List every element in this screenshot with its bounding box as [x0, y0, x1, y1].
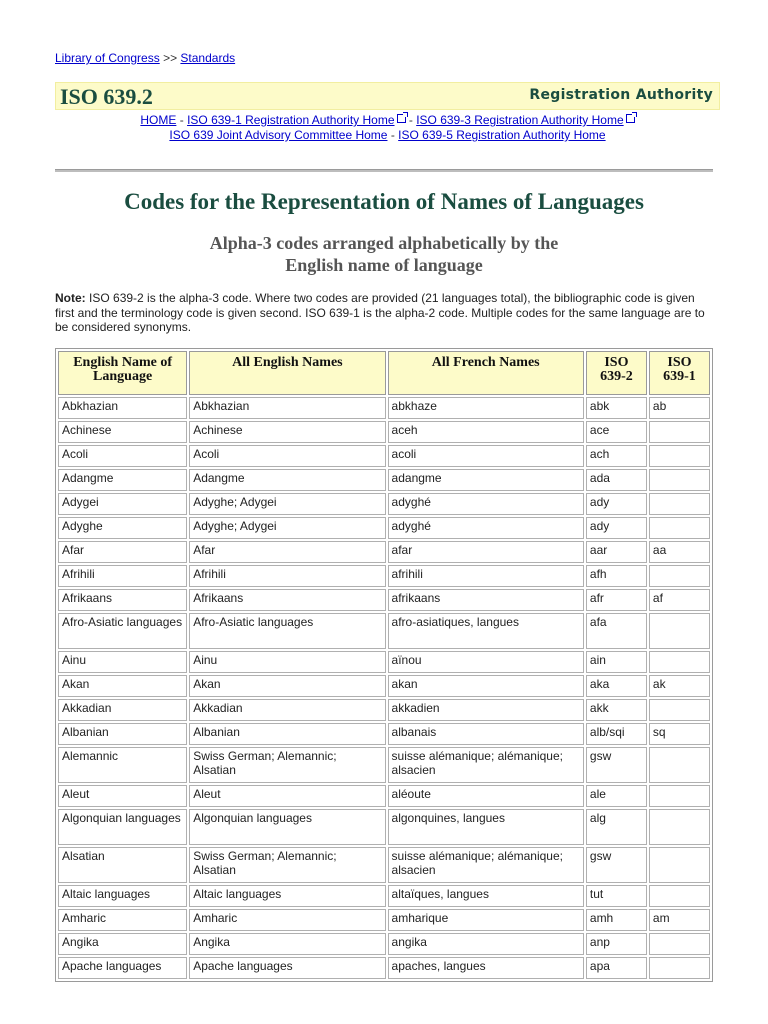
all-english-names-cell: Albanian [189, 723, 385, 745]
nav-links [55, 113, 720, 143]
page-subtitle [120, 232, 648, 276]
iso-639-1-cell [649, 651, 710, 673]
standards-link[interactable]: Standards [180, 51, 236, 65]
all-english-names-cell: Acoli [189, 445, 385, 467]
iso-639-1-cell [649, 957, 710, 979]
all-english-names-cell: Afrihili [189, 565, 385, 587]
iso-639-2-cell: ach [586, 445, 647, 467]
iso-title: ISO 639.2 [60, 84, 153, 109]
iso-639-2-cell: gsw [586, 847, 647, 883]
header-all-english-names: All English Names [189, 351, 385, 395]
all-english-names-cell: Angika [189, 933, 385, 955]
all-french-names-cell: aléoute [388, 785, 584, 807]
all-french-names-cell: acoli [388, 445, 584, 467]
iso-639-2-cell: ada [586, 469, 647, 491]
iso-639-2-cell: ady [586, 493, 647, 515]
iso-639-1-cell [649, 933, 710, 955]
english-name-cell: Afar [58, 541, 187, 563]
iso-639-1-cell [649, 785, 710, 807]
all-french-names-cell: aceh [388, 421, 584, 443]
nav-separator: - [390, 128, 395, 142]
iso-639-5-link[interactable]: ISO 639-5 Registration Authority Home [398, 128, 606, 142]
external-link-icon [626, 114, 635, 123]
table-row [58, 785, 710, 807]
table-row [58, 847, 710, 883]
iso-639-1-cell [649, 421, 710, 443]
all-english-names-cell: Algonquian languages [189, 809, 385, 845]
header-iso-639-2: ISO 639-2 [586, 351, 647, 395]
table-row [58, 699, 710, 721]
registration-authority-label: Registration Authority [529, 87, 713, 103]
iso-639-1-cell [649, 885, 710, 907]
english-name-cell: Adyghe [58, 517, 187, 539]
iso-639-1-cell [649, 747, 710, 783]
all-french-names-cell: afro-asiatiques, langues [388, 613, 584, 649]
all-english-names-cell: Afrikaans [189, 589, 385, 611]
table-row [58, 421, 710, 443]
subtitle-line-1: Alpha-3 codes arranged alphabetically by the [209, 233, 559, 253]
all-french-names-cell: afrikaans [388, 589, 584, 611]
iso-639-2-cell: amh [586, 909, 647, 931]
iso-639-1-cell: ak [649, 675, 710, 697]
nav-separator: - [179, 113, 184, 127]
header-banner [55, 82, 720, 110]
iso-639-joint-committee-link[interactable]: ISO 639 Joint Advisory Committee Home [169, 128, 388, 142]
all-french-names-cell: amharique [388, 909, 584, 931]
iso-639-2-cell: anp [586, 933, 647, 955]
table-row [58, 747, 710, 783]
iso-639-2-cell: tut [586, 885, 647, 907]
table-row [58, 675, 710, 697]
all-french-names-cell: altaïques, langues [388, 885, 584, 907]
external-link-icon [397, 114, 406, 123]
all-english-names-cell: Afro-Asiatic languages [189, 613, 385, 649]
english-name-cell: Ainu [58, 651, 187, 673]
all-english-names-cell: Apache languages [189, 957, 385, 979]
english-name-cell: Albanian [58, 723, 187, 745]
all-french-names-cell: apaches, langues [388, 957, 584, 979]
iso-639-1-cell [649, 699, 710, 721]
iso-639-2-cell: alb/sqi [586, 723, 647, 745]
table-row [58, 909, 710, 931]
all-french-names-cell: adyghé [388, 517, 584, 539]
iso-639-2-cell: ace [586, 421, 647, 443]
iso-639-2-cell: ain [586, 651, 647, 673]
all-english-names-cell: Aleut [189, 785, 385, 807]
english-name-cell: Altaic languages [58, 885, 187, 907]
iso-639-2-cell: ale [586, 785, 647, 807]
all-french-names-cell: adyghé [388, 493, 584, 515]
all-english-names-cell: Afar [189, 541, 385, 563]
nav-separator: - [408, 113, 413, 127]
english-name-cell: Afro-Asiatic languages [58, 613, 187, 649]
all-english-names-cell: Swiss German; Alemannic; Alsatian [189, 747, 385, 783]
english-name-cell: Amharic [58, 909, 187, 931]
all-french-names-cell: aïnou [388, 651, 584, 673]
iso-639-3-link[interactable]: ISO 639-3 Registration Authority Home [416, 113, 624, 127]
iso-639-1-cell: aa [649, 541, 710, 563]
table-row [58, 809, 710, 845]
table-row [58, 613, 710, 649]
table-row [58, 723, 710, 745]
all-english-names-cell: Swiss German; Alemannic; Alsatian [189, 847, 385, 883]
english-name-cell: Angika [58, 933, 187, 955]
table-row [58, 957, 710, 979]
english-name-cell: Aleut [58, 785, 187, 807]
table-row [58, 589, 710, 611]
note-paragraph [55, 291, 715, 335]
iso-639-1-cell [649, 517, 710, 539]
english-name-cell: Apache languages [58, 957, 187, 979]
table-row [58, 469, 710, 491]
all-french-names-cell: suisse alémanique; alémanique; alsacien [388, 847, 584, 883]
english-name-cell: Acoli [58, 445, 187, 467]
table-row [58, 517, 710, 539]
table-row [58, 885, 710, 907]
table-row [58, 445, 710, 467]
iso-639-1-cell [649, 847, 710, 883]
table-header-row [58, 351, 710, 395]
all-french-names-cell: adangme [388, 469, 584, 491]
language-codes-table [55, 348, 713, 982]
iso-639-1-cell [649, 469, 710, 491]
iso-639-1-cell [649, 565, 710, 587]
note-text: ISO 639-2 is the alpha-3 code. Where two codes are provided (21 languages total), the bibliographic code is given first and the terminology code is given second. ISO 639-1 is the alpha-2 code. Multiple codes for the same language are to be considered synonyms. [55, 291, 705, 334]
english-name-cell: Abkhazian [58, 397, 187, 419]
all-french-names-cell: abkhaze [388, 397, 584, 419]
all-french-names-cell: suisse alémanique; alémanique; alsacien [388, 747, 584, 783]
iso-639-2-cell: alg [586, 809, 647, 845]
all-english-names-cell: Amharic [189, 909, 385, 931]
iso-639-2-cell: afr [586, 589, 647, 611]
all-french-names-cell: akan [388, 675, 584, 697]
table-row [58, 933, 710, 955]
all-english-names-cell: Adangme [189, 469, 385, 491]
iso-639-1-cell [649, 809, 710, 845]
library-of-congress-link[interactable]: Library of Congress [55, 51, 160, 65]
iso-639-2-cell: apa [586, 957, 647, 979]
iso-639-2-cell: afa [586, 613, 647, 649]
all-french-names-cell: angika [388, 933, 584, 955]
breadcrumb [55, 51, 235, 65]
horizontal-divider [55, 169, 713, 172]
iso-639-1-cell: sq [649, 723, 710, 745]
all-french-names-cell: albanais [388, 723, 584, 745]
all-french-names-cell: akkadien [388, 699, 584, 721]
breadcrumb-separator: >> [163, 51, 178, 65]
english-name-cell: Achinese [58, 421, 187, 443]
all-english-names-cell: Ainu [189, 651, 385, 673]
english-name-cell: Afrihili [58, 565, 187, 587]
iso-639-2-cell: gsw [586, 747, 647, 783]
english-name-cell: Adangme [58, 469, 187, 491]
english-name-cell: Akkadian [58, 699, 187, 721]
iso-639-1-cell: am [649, 909, 710, 931]
all-english-names-cell: Abkhazian [189, 397, 385, 419]
all-french-names-cell: algonquines, langues [388, 809, 584, 845]
table-row [58, 651, 710, 673]
header-english-name: English Name of Language [58, 351, 187, 395]
iso-639-2-cell: ady [586, 517, 647, 539]
home-link[interactable]: HOME [140, 113, 177, 127]
english-name-cell: Adygei [58, 493, 187, 515]
iso-639-2-cell: aar [586, 541, 647, 563]
iso-639-1-cell [649, 613, 710, 649]
table-row [58, 493, 710, 515]
all-english-names-cell: Akkadian [189, 699, 385, 721]
header-all-french-names: All French Names [388, 351, 584, 395]
iso-639-2-cell: aka [586, 675, 647, 697]
all-english-names-cell: Adyghe; Adygei [189, 493, 385, 515]
all-french-names-cell: afar [388, 541, 584, 563]
iso-639-1-cell: ab [649, 397, 710, 419]
all-english-names-cell: Altaic languages [189, 885, 385, 907]
all-french-names-cell: afrihili [388, 565, 584, 587]
iso-639-2-cell: afh [586, 565, 647, 587]
header-iso-639-1: ISO 639-1 [649, 351, 710, 395]
subtitle-line-2: English name of language [285, 255, 483, 275]
all-english-names-cell: Achinese [189, 421, 385, 443]
english-name-cell: Alsatian [58, 847, 187, 883]
note-label: Note: [55, 291, 86, 305]
table-row [58, 397, 710, 419]
english-name-cell: Akan [58, 675, 187, 697]
all-english-names-cell: Adyghe; Adygei [189, 517, 385, 539]
table-row [58, 541, 710, 563]
iso-639-2-cell: akk [586, 699, 647, 721]
page-title: Codes for the Representation of Names of Languages [124, 189, 644, 214]
english-name-cell: Afrikaans [58, 589, 187, 611]
iso-639-1-link[interactable]: ISO 639-1 Registration Authority Home [187, 113, 395, 127]
english-name-cell: Alemannic [58, 747, 187, 783]
table-row [58, 565, 710, 587]
iso-639-1-cell: af [649, 589, 710, 611]
iso-639-2-cell: abk [586, 397, 647, 419]
iso-639-1-cell [649, 445, 710, 467]
iso-639-1-cell [649, 493, 710, 515]
english-name-cell: Algonquian languages [58, 809, 187, 845]
all-english-names-cell: Akan [189, 675, 385, 697]
